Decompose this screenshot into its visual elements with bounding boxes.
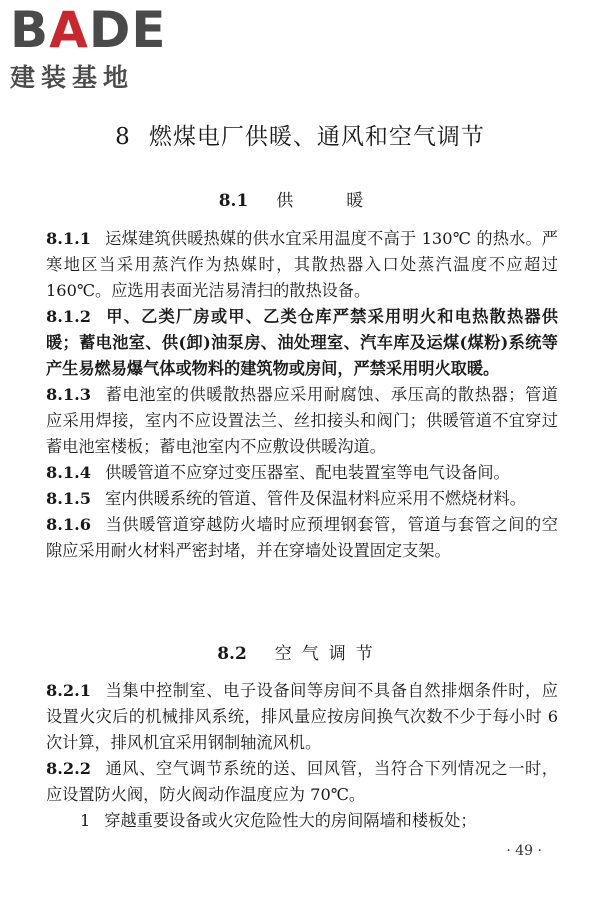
section-body-8-2 [46,678,558,834]
page-number: · 49 · [506,843,542,859]
clause: 8.1.5 室内供暖系统的管道、管件及保温材料应采用不燃烧材料。 [46,489,526,508]
logo-subtitle: 建装基地 [10,63,135,92]
section-heading-8-2: 8.2 空气调节 [217,644,383,664]
clause-mandatory: 8.1.2 甲、乙类厂房或甲、乙类仓库严禁采用明火和电热散热器供暖；蓄电池室、供(卸)油泵房、油处理室、汽车库及运煤(煤粉)系统等产生易燃易爆气体或物料的建筑物或房间，严禁采用明火取暖。 [46,307,558,378]
logo-wordmark: BADE [10,1,167,59]
clause: 8.2.1 当集中控制室、电子设备间等房间不具备自然排烟条件时，应设置火灾后的机械排风系统，排风量应按房间换气次数不少于每小时 6 次计算，排风机宜采用钢制轴流风机。 [46,681,558,752]
chapter-title-text: 燃煤电厂供暖、通风和空气调节 [148,124,485,150]
clause: 8.1.1 运煤建筑供暖热媒的供水宜采用温度不高于 130℃ 的热水。严寒地区当采用蒸汽作为热媒时，其散热器入口处蒸汽温度不应超过 160℃。应选用表面光洁易清扫的散热设备。 [46,229,558,300]
clause: 8.1.4 供暖管道不应穿过变压器室、配电装置室等电气设备间。 [46,463,510,482]
list-item: 1 穿越重要设备或火灾危险性大的房间隔墙和楼板处； [80,811,477,830]
clause: 8.2.2 通风、空气调节系统的送、回风管，当符合下列情况之一时，应设置防火阀，防火阀动作温度应为 70℃。 [46,759,558,804]
section-heading-8-1: 8.1 供 暖 [218,191,382,211]
chapter-number: 8 [115,124,131,150]
clause: 8.1.6 当供暖管道穿越防火墙时应预埋钢套管，管道与套管之间的空隙应采用耐火材料严密封堵，并在穿墙处设置固定支架。 [46,515,558,560]
clause: 8.1.3 蓄电池室的供暖散热器应采用耐腐蚀、承压高的散热器；管道应采用焊接，室内不应设置法兰、丝扣接头和阀门；供暖管道不宜穿过蓄电池室楼板；蓄电池室内不应敷设供暖沟道。 [46,385,558,456]
section-body-8-1 [46,226,558,564]
chapter-title [0,118,600,151]
publisher-logo [10,1,180,94]
